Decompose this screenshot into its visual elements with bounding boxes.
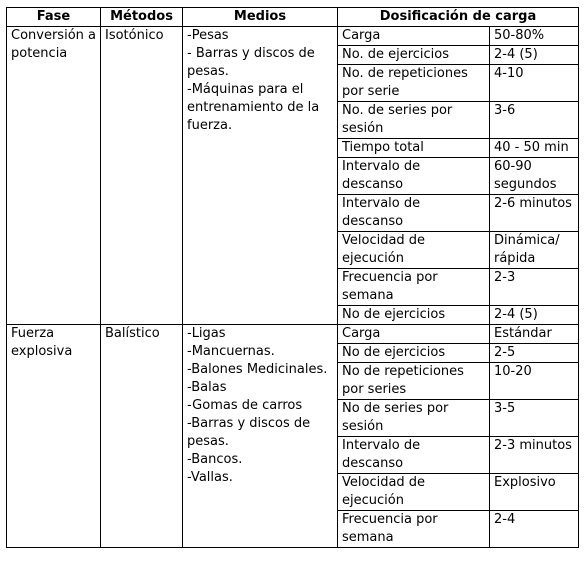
medio-item: -Pesas [187, 28, 229, 43]
dosis-param: Carga [338, 27, 490, 46]
medio-item: -Máquinas para el entrenamiento de la fuerza. [187, 82, 320, 133]
medio-item: -Balones Medicinales. [187, 362, 328, 377]
dosis-valor: Dinámica/ rápida [490, 232, 579, 269]
dosificacion-table [6, 7, 579, 548]
dosis-param: No. de repeticiones por serie [338, 65, 490, 102]
metodo-cell: Isotónico [101, 27, 183, 325]
header-medios: Medios [183, 8, 338, 27]
dosis-valor: 3-6 [490, 102, 579, 139]
dosis-valor: 10-20 [490, 363, 579, 400]
dosis-valor: 2-3 minutos [490, 437, 579, 474]
dosis-param: Tiempo total [338, 139, 490, 158]
table-wrapper [6, 7, 579, 548]
table-row [7, 27, 579, 46]
dosis-param: No de series por sesión [338, 400, 490, 437]
header-row [7, 8, 579, 27]
dosis-param: No de ejercicios [338, 344, 490, 363]
dosis-param: Intervalo de descanso [338, 195, 490, 232]
dosis-param: Velocidad de ejecución [338, 474, 490, 511]
dosis-valor: 50-80% [490, 27, 579, 46]
medios-cell [183, 27, 338, 325]
dosis-param: No. de series por sesión [338, 102, 490, 139]
dosis-param: No de repeticiones por series [338, 363, 490, 400]
dosis-param: Intervalo de descanso [338, 437, 490, 474]
dosis-valor: 3-5 [490, 400, 579, 437]
medio-item: - Barras y discos de pesas. [187, 46, 315, 79]
fase-cell: Conversión a potencia [7, 27, 101, 325]
dosis-valor: 2-4 [490, 511, 579, 548]
medios-cell [183, 325, 338, 548]
dosis-valor: 60-90 segundos [490, 158, 579, 195]
dosis-valor: 2-5 [490, 344, 579, 363]
dosis-param: No. de ejercicios [338, 46, 490, 65]
medio-item: -Vallas. [187, 470, 233, 485]
dosis-valor: 40 - 50 min [490, 139, 579, 158]
dosis-valor: 2-4 (5) [490, 306, 579, 325]
dosis-param: Frecuencia por semana [338, 269, 490, 306]
dosis-valor: 2-4 (5) [490, 46, 579, 65]
fase-cell: Fuerza explosiva [7, 325, 101, 548]
dosis-param: No de ejercicios [338, 306, 490, 325]
medio-item: -Balas [187, 380, 227, 395]
dosis-valor: 2-3 [490, 269, 579, 306]
dosis-param: Carga [338, 325, 490, 344]
medio-item: -Gomas de carros [187, 398, 303, 413]
dosis-param: Velocidad de ejecución [338, 232, 490, 269]
dosis-valor: 2-6 minutos [490, 195, 579, 232]
dosis-param: Intervalo de descanso [338, 158, 490, 195]
dosis-param: Frecuencia por semana [338, 511, 490, 548]
header-fase: Fase [7, 8, 101, 27]
medio-item: -Ligas [187, 326, 226, 341]
metodo-cell: Balístico [101, 325, 183, 548]
medio-item: -Bancos. [187, 452, 243, 467]
table-row [7, 325, 579, 344]
header-dosificacion: Dosificación de carga [338, 8, 579, 27]
medio-item: -Mancuernas. [187, 344, 275, 359]
medio-item: -Barras y discos de pesas. [187, 416, 311, 449]
header-metodos: Métodos [101, 8, 183, 27]
dosis-valor: Explosivo [490, 474, 579, 511]
dosis-valor: Estándar [490, 325, 579, 344]
dosis-valor: 4-10 [490, 65, 579, 102]
